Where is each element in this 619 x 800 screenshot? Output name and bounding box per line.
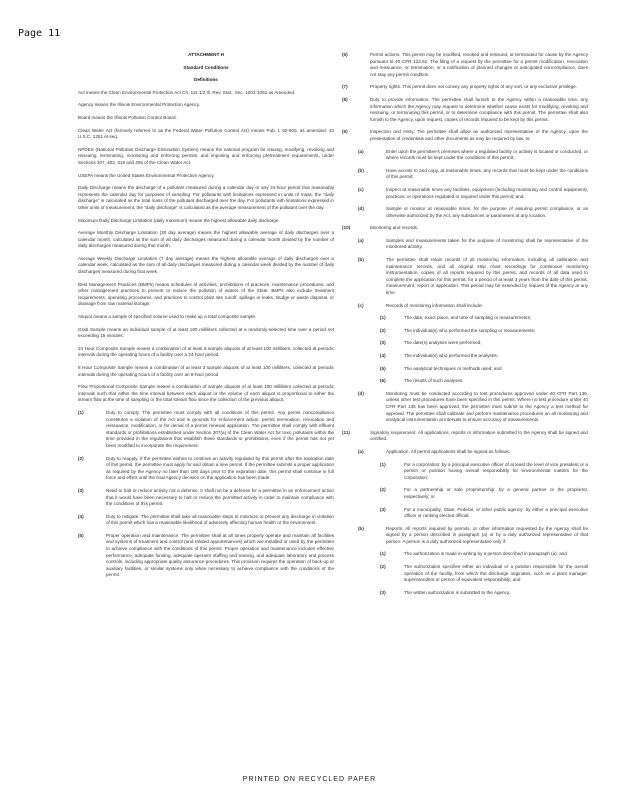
condition-label: (b) xyxy=(358,525,364,531)
condition-item xyxy=(342,315,588,322)
condition-label: (8) xyxy=(342,96,348,102)
definition-paragraph: Best Management Practices (BMPs) means schedules of activities, prohibitions of practices, maintenance procedures, and other management practices to prevent or reduce the pollution of waters of the State. BMPs also include treatment requirements, operating procedures, and practices to control plant site runoff, spillage or leaks, sludge or waste disposal, or drainage from raw material storage. xyxy=(78,281,334,307)
condition-item xyxy=(78,514,334,527)
condition-text: The authorization is made in writing by a person described in paragraph (a); and xyxy=(404,551,567,557)
condition-text: Signatory requirement. All applications, reports or information submitted to the Agency shall be signed and certified. xyxy=(370,429,588,442)
condition-label: (1) xyxy=(380,315,386,321)
condition-text: Property rights. This permit does not convey any property rights of any sort, or any exclusive privilege. xyxy=(370,84,577,90)
condition-item xyxy=(342,340,588,347)
condition-item xyxy=(342,206,588,219)
condition-text: Have access to and copy, at reasonable times, any records that must be kept under the conditions of this permit; xyxy=(386,167,588,180)
condition-item xyxy=(78,488,334,508)
condition-item xyxy=(342,129,588,142)
condition-label: (4) xyxy=(78,513,84,519)
condition-item xyxy=(342,238,588,251)
condition-label: (1) xyxy=(380,551,386,557)
condition-label: (7) xyxy=(342,84,348,90)
condition-item xyxy=(342,526,588,546)
condition-item xyxy=(78,456,334,482)
condition-item xyxy=(342,449,588,456)
condition-text: Need to halt or reduce activity not a defense. It shall not be a defense for a permittee in an enforcement action that it would have been necessary to halt or reduce the permitted activity in order to maintain compliance with the conditions of this permit. xyxy=(106,487,334,507)
condition-item xyxy=(342,590,588,597)
condition-item xyxy=(342,366,588,373)
definition-paragraph: Flow Proportional Composite Sample means a combination of sample aliquots of at least 100 milliliters collected at periodic intervals such that either the time interval between each aliquot or the volume of each aliquot is proportional to either the stream flow at the time of sampling or the total stream flow since the collection of the previous aliquot. xyxy=(78,384,334,403)
condition-label: (2) xyxy=(380,564,386,570)
definition-paragraph: 8 Hour Composite Sample means a combination of at least 3 sample aliquots of at least 100 milliliters, collected at periodic intervals during the operating hours of a facility over an 8-hour period. xyxy=(78,365,334,377)
condition-item xyxy=(342,564,588,584)
condition-label: (3) xyxy=(380,506,386,512)
condition-item xyxy=(78,533,334,579)
condition-label: (6) xyxy=(380,378,386,384)
definition-paragraph: NPDES (National Pollutant Discharge Elimination System) means the national program for issuing, modifying, revoking and reissuing, terminating, monitoring and enforcing permits, and imposing and enforcing pretreatment requirements, under Sections 307, 402, 318 and 405 of the Clean Water Act. xyxy=(78,146,334,165)
condition-label: (3) xyxy=(78,487,84,493)
definition-paragraph: Board means the Illinois Pollution Control Board. xyxy=(78,114,177,120)
condition-label: (5) xyxy=(78,532,84,538)
condition-item xyxy=(342,551,588,558)
condition-label: (2) xyxy=(380,487,386,493)
definition-paragraph: Average Monthly Discharge Limitation (30 day average) means the highest allowable average of daily discharges over a calendar month, calculated as the sum of all daily discharges measured during a calendar month divided by the number of daily discharges measured during that month. xyxy=(78,230,334,249)
attachment-title: ATTACHMENT H xyxy=(188,52,224,57)
condition-label: (1) xyxy=(380,461,386,467)
definition-paragraph: Act means the Clean Environmental Protection Act Ch. 111 1/2 Ill. Rev. Stat., Sec. 1001-1052 as Amended. xyxy=(78,89,296,95)
condition-label: (c) xyxy=(358,186,364,192)
definition-paragraph: Maximum Daily Discharge Limitation (daily maximum) means the highest allowable daily discharge. xyxy=(78,217,280,223)
page-number: Page 11 xyxy=(18,28,61,39)
condition-text: Application. All permit applications shall be signed as follows: xyxy=(386,448,511,454)
condition-item xyxy=(342,84,588,91)
conditions-list-right xyxy=(342,52,588,596)
condition-label: (9) xyxy=(342,129,348,135)
condition-text: The individual(s) who performed the analyses; xyxy=(404,353,498,358)
condition-text: For a partnership or sole proprietorship: by a general partner or the proprietor, respectively; or xyxy=(404,487,588,499)
condition-text: The analytical techniques or methods used; and xyxy=(404,365,502,371)
definition-paragraph: USEPA means the United States Environmental Protection Agency. xyxy=(78,172,215,178)
condition-item xyxy=(342,391,588,424)
condition-label: (1) xyxy=(78,409,84,415)
condition-text: For a municipality, State, Federal, or other public agency: by either a principal executive officer or ranking elected official. xyxy=(404,506,588,519)
section-title: Standard Conditions xyxy=(183,64,229,70)
condition-item xyxy=(342,52,588,78)
definition-paragraph: Clean Water Act (formerly referred to as the Federal Water Pollution Control Act) means Pub. L 92-500, as amended. 33 U.S.C. 1251 et seq. xyxy=(78,127,334,140)
definition-paragraph: Daily Discharge means the discharge of a pollutant measured during a calendar day or any 24-hour period that reasonably represents the calendar day for purposes of sampling. For pollutants with limitations expressed in units of mass, the "daily discharge" is calculated as the total mass of the pollutant discharged over the day. For pollutants with limitations expressed in other units of measurement, the "daily discharge" is calculated as the average measurement of the pollutant over the day. xyxy=(78,185,334,210)
condition-item xyxy=(342,168,588,181)
definition-paragraph: Grab Sample means an individual sample of at least 100 milliliters collected at a randomly-selected time over a period not exceeding 15 minutes. xyxy=(78,326,334,339)
condition-label: (a) xyxy=(358,148,364,154)
condition-text: The authorization specifies either an individual or a position responsible for the overall operation of the facility, from which the discharge originates, such as a plant manager, superintendent or person of equivalent responsibility; and xyxy=(404,564,588,583)
condition-item xyxy=(342,257,588,297)
condition-item xyxy=(78,410,334,450)
condition-item xyxy=(342,378,588,385)
left-column xyxy=(78,52,334,585)
condition-label: (a) xyxy=(358,448,364,454)
footer-recycled-note: PRINTED ON RECYCLED PAPER xyxy=(242,776,377,783)
condition-item xyxy=(342,149,588,162)
condition-label: (6) xyxy=(342,52,348,57)
condition-text: Proper operation and maintenance. The permittee shall at all times properly operate and maintain all facilities and systems of treatment and control (and related appurtenances) which are installed or used by the permittee to achieve compliance with the conditions of this permit. Proper operation and maintenance includes effective performance, adequate funding, adequate operator staffing and training, and adequate laboratory and process controls, including appropriate quality assurance procedures. This provision requires the operation of back-up or auxiliary facilities, or similar systems only when necessary to achieve compliance with the conditions of the permit. xyxy=(106,532,334,578)
condition-text: Records of monitoring information shall include: xyxy=(386,302,483,308)
condition-text: Inspection and entry. The permittee shall allow an authorized representative of the Agency, upon the presentation of credentials and other documents as may be required by law, to: xyxy=(370,129,588,141)
definitions-list xyxy=(78,90,334,404)
condition-text: Inspect at reasonable times any facilities, equipment (including monitoring and control equipment), practices, or operations regulated or required under this permit; and xyxy=(386,186,588,199)
condition-label: (c) xyxy=(358,302,364,308)
condition-text: The permittee shall retain records of all monitoring information, including all calibration and maintenance records, and all original strip chart recordings for continuous monitoring instrumentation, copies of all reports required by this permit, and records of all data used to complete the application for this permit, for a period of at least 3 years from the date of this permit, measurement, report or application. This period may be extended by request of the Agency at any time. xyxy=(386,257,588,296)
condition-label: (2) xyxy=(78,455,84,461)
condition-text: Monitoring and records. xyxy=(370,225,419,231)
condition-label: (b) xyxy=(358,257,364,263)
condition-text: The results of such analyses. xyxy=(404,378,464,384)
condition-label: (2) xyxy=(380,327,386,333)
condition-item xyxy=(342,225,588,232)
condition-text: Sample or monitor at reasonable times, for the purpose of assuring permit compliance, or as otherwise authorized by the Act, any substances or parameters at any location. xyxy=(386,206,588,218)
condition-label: (11) xyxy=(342,429,350,435)
condition-item xyxy=(342,507,588,520)
condition-text: Samples and measurements taken for the purpose of monitoring shall be representative of the monitored activity. xyxy=(386,237,588,250)
condition-item xyxy=(342,462,588,482)
condition-text: Duty to provide information. The permittee shall furnish to the Agency within a reasonable time, any information which the Agency may request to determine whether cause exists for modifying, revoking and reissuing, or terminating this permit, or to determine compliance with this permit. The permittee shall also furnish to the Agency, upon request, copies of records required to be kept by this permit. xyxy=(370,96,588,122)
condition-label: (b) xyxy=(358,167,364,173)
definition-paragraph: Average Weekly Discharge Limitation (7 day average) means the highest allowable average of daily discharges over a calendar week, calculated as the sum of all daily discharges measured during a calendar week divided by the number of daily discharges measured during that week. xyxy=(78,255,334,275)
condition-text: The individual(s) who performed the sampling or measurements; xyxy=(404,327,536,333)
condition-label: (a) xyxy=(358,237,364,243)
condition-text: The written authorization is submitted to the Agency. xyxy=(404,589,511,595)
condition-text: The date, exact place, and time of sampling or measurements; xyxy=(404,315,532,321)
condition-label: (3) xyxy=(380,340,386,346)
condition-item xyxy=(342,187,588,200)
condition-item xyxy=(342,97,588,123)
condition-item xyxy=(342,353,588,360)
condition-text: Duty to reapply. If the permittee wishes to continue an activity regulated by this permit after the expiration date of this permit, the permittee must apply for and obtain a new permit. If the permittee submits a proper application as required by the Agency no later than 180 days prior to the expiration date, this permit shall continue in full force and effect until the final Agency decision on the application has been made. xyxy=(106,455,335,481)
condition-label: (d) xyxy=(358,206,364,212)
definition-paragraph: 24 Hour Composite Sample means a combination of at least 8 sample aliquots of at least 100 milliliters, collected at periodic intervals during the operating hours of a facility over a 24-hour period. xyxy=(78,345,334,358)
condition-label: (4) xyxy=(380,353,386,358)
conditions-list-left xyxy=(78,410,334,579)
condition-label: (d) xyxy=(358,390,364,396)
right-column xyxy=(342,52,588,602)
condition-text: The date(s) analyses were performed; xyxy=(404,340,482,346)
condition-text: Permit actions. This permit may be modified, revoked and reissued, or terminated for cause by the Agency pursuant to 40 CFR 122.62. The filing of a request by the permittee for a permit modification, revocation and reissuance, or termination, or a notification of planned changes or anticipated noncompliance, does not stay any permit condition. xyxy=(370,52,588,77)
condition-label: (10) xyxy=(342,225,351,231)
definitions-title: Definitions xyxy=(194,77,218,83)
condition-item xyxy=(342,487,588,500)
condition-item xyxy=(342,430,588,443)
condition-text: Duty to mitigate. The permittee shall take all reasonable steps to minimize or prevent any discharge in violation of this permit which has a reasonable likelihood of adversely affecting human health or the environment. xyxy=(106,513,334,526)
condition-text: For a corporation: by a principal executive officer of at least the level of vice president or a person or position having overall responsibility for environmental matters for the corporation; xyxy=(404,461,588,480)
condition-item xyxy=(342,328,588,335)
condition-text: Enter upon the permittee's premises where a regulated facility or activity is located or conducted, or where records must be kept under the conditions of this permit; xyxy=(386,148,588,161)
condition-text: Monitoring must be conducted according to test procedures approved under 40 CFR Part 136, unless other test procedures have been specified in this permit. Where no test procedure under 40 CFR Part 136 has been approved, the permittee must submit to the Agency a test method for approval. The permittee shall calibrate and perform maintenance procedures on all monitoring and analytical instrumentation at intervals to ensure accuracy of measurements. xyxy=(386,390,588,423)
condition-label: (3) xyxy=(380,589,386,595)
definition-paragraph: Agency means the Illinois Environmental Protection Agency. xyxy=(78,102,200,108)
condition-label: (5) xyxy=(380,365,386,371)
condition-item xyxy=(342,303,588,310)
condition-text: Duty to comply. The permittee must comply with all conditions of this permit. Any permit noncompliance constitutes a violation of the Act and is grounds for enforcement action, permit termination, revocation and reissuance, modification, or for denial of a permit renewal application. The permittee shall comply with effluent standards or prohibitions established under Section 307(a) of the Clean Water Act for toxic pollutants within the time provided in the regulations that establish these standards or prohibitions, even if the permit has not yet been modified to incorporate the requirement. xyxy=(106,409,334,448)
definition-paragraph: Aliquot means a sample of specified volume used to make up a total composite sample. xyxy=(78,314,257,320)
condition-text: Reports. All reports required by permits, or other information requested by the Agency shall be signed by a person described in paragraph (a) or by a duly authorized representative of that person. A person is a duly authorized representative only if: xyxy=(386,525,588,544)
